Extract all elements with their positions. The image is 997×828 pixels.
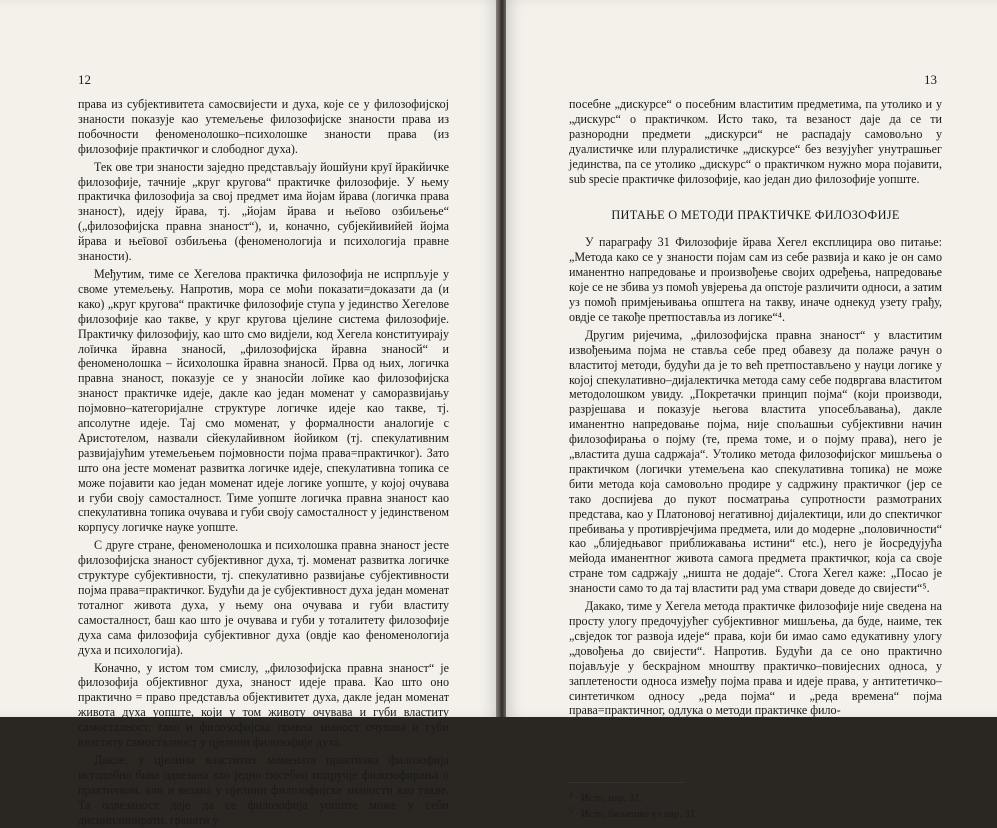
paragraph: Међутим, тиме се Хегелова практичка филозофија не испрпљује у своме утемељењу. Напротив, мора се моћи показати=доказати да (и како) „круг кругова“ практичке филозофије ступа у јединство Хегелове филозофије као такве, у круг кругова цјелине система филозофије. Практичку филозофију, као што смо видјели, код Хегела конституирају лоīичка йравна знаносй, „филозофијска йравна знаносй“ и феноменолошка – йсихолошка йравна знаносй. Прва од њих, логичка правна знаност, показује се у знаносйи лоīике као филозофијска знаност практичке идеје, дакле као један моменат у саморазвијању појмовно–категоријалне структуре логичке идеје као такве, тј. апсолутне идеје. Тај смо моменат, у формалности аналогије с Аристотелом, назвали сйекулайивном йойиком (тј. спекулативним развијајућим утемељењем појмовности појма права=практичког). Зато што она јесте моменат развитка логичке идеје, спекулативна топика се може појавити као један моменат идеје логике уопште, у којој очувава и губи своју самосталност. Тиме уопште логичка правна знаност као спекулативна топика очувава и губи своју самосталност у јединственом корпусу логичке науке уопште.: [78, 266, 449, 535]
right-page: [506, 0, 997, 821]
left-page-body: [78, 97, 449, 828]
left-page: [0, 0, 498, 827]
paragraph: права из субјективитета самосвијести и духа, које се у филозофијској знаности показује као утемељење филозофијске знаности права из побочности феноменолошко–психолошке знаности права (из филозофије практичког и слободног духа).: [78, 97, 449, 156]
footnote-mark: 4: [569, 790, 573, 800]
footnote-text: Исто, пар. 31.: [581, 793, 643, 805]
paragraph: Коначно, у истом том смислу, „филозофијска правна знаност“ је филозофија објективног духа, знаност идеје права. Као што оно практично = право представља објективитет духа, дакле један моменат живота духа уопште, који у том животу очувава и губи властиту самосталност, тако и филозофијска правна знаност очувава и губи властиту самосталност у цјелини филозофије духа.: [78, 660, 449, 750]
footnote-text: Исто, биљешке уз пар. 31.: [581, 809, 698, 821]
paragraph: Дакако, тиме у Хегела метода практичке филозофије није сведена на просту улогу предочујућег субјективног мишљења, да буде, наиме, тек „свједок тог развоја идеје“ права, који би имао само едукативну улогу „довођења до свијести“. Напротив. Будући да се оно практично појављује у бескрајном мноштву практичко–повијесних односа, у заплетености односа између појма права и идеје права, у антитетичко–синтетичком односу „реда појма“ и „реда времена“ појма права=практичног, одлука о методи практичке фило-: [569, 599, 942, 718]
right-page-body: [569, 97, 942, 823]
paragraph: С друге стране, феноменолошка и психолошка правна знаност јесте филозофијска знаност субјективног духа, тј. моменат развитка логичке структуре субјективности, тј. спекулативно развијање субјективности појма права=практичког. Будући да је субјективност духа један моменат тоталног живота духа, у њему она очувава и губи властиту самосталност, баш као што је очувава и губи у тоталитету филозофије духа сама филозофија субјективног духа (овдје као феноменологија духа и психологија).: [78, 538, 449, 657]
paragraph: Дакле, у цјелини властитих момената практичка филозофија истодобно бива одвезана као једно посебно подручје филозофирања о практичком, али и везана у цјелини филозофијске знаности као такве. Та одвезаност даје да се филозофија уопште може у себи дисциплинирати, гранати у: [78, 752, 449, 827]
paragraph: Тек ове три знаности заједно представљају йошйуни круī йракйичке филозофије, тачније „круг кругова“ практичке филозофије. У њему практичка филозофија за свој предмет има йојам йрава (логичка права знаност), идеју йрава, тј. „йојам йрава и њеīово озбиљење“ („филозофијска правна знаност“), и, коначно, субјекйивийей йојма йрава и њеīовоī озбиљења (феноменологија и психологија правне знаности).: [78, 159, 449, 264]
footnote: [569, 791, 942, 807]
footnote: [569, 807, 942, 823]
footnote-rule: [569, 782, 684, 783]
paragraph: Другим ријечима, „филозофијска правна знаност“ у властитим извођењима појма не ставља себе пред обавезу да полаже рачун о властитој методи, будући да је то већ претпостављено у науци логике у којој спекулативно–дијалектичка метода саму себе подвргава властитом методолошком увиду. „Покретачки принцип појма“ (који производи, разрјешава и показује његова властита упосебљавања), дакле иманентно напредовање појма, није спољашњи субјективни начин филозофирања о појму (те, према томе, и о појму права), него је „властита душа садржаја“. Утолико метода филозофијског мишљења о практичком (логички утемељена као спекулативна топика) не може бити метода која самовољно продире у садржину практичког (јер се тако доспијева до пукот посматрања супротности размотраних представа, као у Платоновој негативној дијалектици, или до спектичког пребивања у противрјечјима предмета, или до модерне „половичности“ као „блиједњавог приближавања истини“ etc.), него је йосредујућа мейода иманентног живота самога предмета практичког, која са своје стране том садржају „ништа не додаје“. Стога Хегел каже: „Посао је знаности само то да тај властити рад ума ствари доведе до свијести“⁵.: [569, 327, 942, 596]
paragraph: посебне „дискурсе“ о посебним властитим предметима, па утолико и у „дискурс“ о практичком. Исто тако, та везаност даје да се ти разнородни предмети „дискурси“ не распадају самовољно у дуалистичке или плуралистичке „дискурсе“ без везујућег унутрашњег јединства, па се утолико „дискурс“ о практичком нужно мора појавити, sub specie практичке филозофије, као један дио филозофије уопште.: [569, 97, 942, 186]
page-number-left: 12: [78, 72, 91, 87]
paragraph: У параграфу 31 Филозофије йрава Хегел експлицира ово питање: „Метода како се у знаности појам сам из себе развија и како је он само иманентно напредовање и произвођење својих одређења, напредовање које се не збива уз помоћ увјерења да опстоје различити односи, а затим уз помоћ примјењивања општега на такву, иначе однекуд узету грађу, овдје се такође претпоставља из логике“⁴.: [569, 235, 942, 324]
section-heading: ПИТАЊЕ О МЕТОДИ ПРАКТИЧКЕ ФИЛОЗОФИЈЕ: [611, 208, 900, 223]
page-number-right: 13: [924, 72, 937, 87]
footnote-mark: 5: [569, 806, 573, 816]
